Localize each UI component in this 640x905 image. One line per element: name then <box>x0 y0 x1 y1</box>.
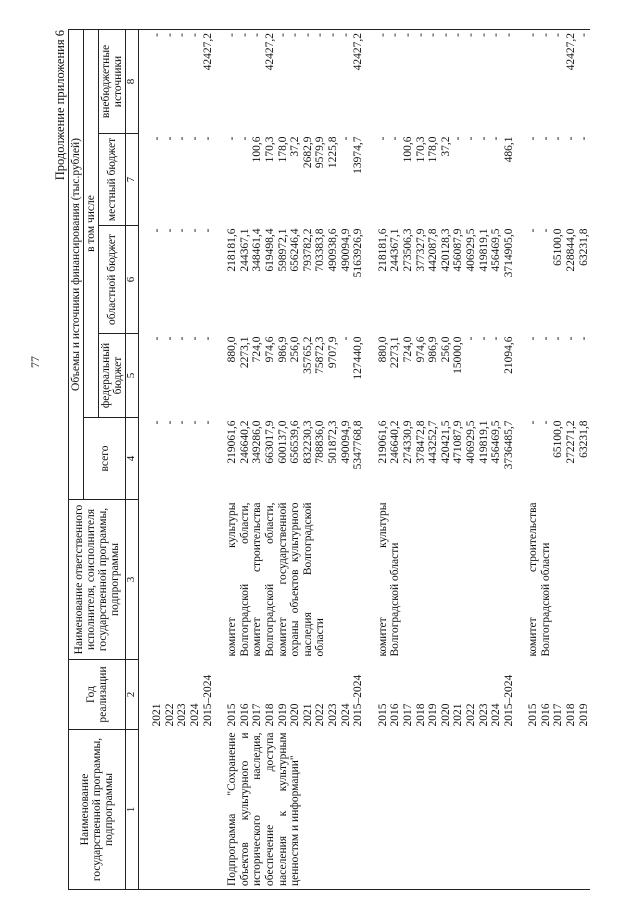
table-row <box>151 29 214 889</box>
value-cell: 600137,0 <box>276 420 289 464</box>
value-cell: - <box>151 32 164 37</box>
value-cell: - <box>176 336 189 341</box>
value-cell: - <box>176 228 189 233</box>
value-cell: 974,6 <box>264 336 276 363</box>
value-cell: 880,0 <box>376 336 389 363</box>
column-number: 1 <box>126 730 139 890</box>
value-cell: - <box>226 32 239 37</box>
year-cell: 2016 <box>539 703 552 727</box>
value-cell: - <box>326 32 339 37</box>
value-cell: - <box>464 136 477 141</box>
value-cell: - <box>439 32 452 37</box>
value-cell: - <box>427 32 440 37</box>
value-cell: 100,6 <box>251 136 264 163</box>
value-cell: - <box>176 32 189 37</box>
value-cell: 218181,6 <box>226 228 239 272</box>
year-cell: 2018 <box>414 703 427 727</box>
value-cell: - <box>452 136 465 141</box>
value-cell: 63231,8 <box>577 420 590 458</box>
year-cell: 2021 <box>452 703 465 727</box>
year-cell: 2015 <box>226 703 239 727</box>
extrabudget-values <box>527 29 590 133</box>
header-year: Год реализации <box>69 660 126 730</box>
local-values <box>226 134 365 226</box>
value-cell: 15000,0 <box>452 336 465 374</box>
value-cell: 35765,2 <box>301 336 314 374</box>
value-cell: - <box>577 136 590 141</box>
value-cell: - <box>151 336 164 341</box>
header-program: Наименование государственной программы, подпрограммы <box>69 730 126 890</box>
regional-values <box>377 226 516 334</box>
value-cell: 788836,0 <box>314 420 327 464</box>
value-cell: - <box>339 336 352 341</box>
value-cell: 490938,6 <box>326 228 339 272</box>
regional-values <box>226 226 365 334</box>
value-cell: 63231,8 <box>577 228 590 266</box>
value-cell: 724,0 <box>251 336 264 363</box>
value-cell: 1225,8 <box>326 136 339 169</box>
value-cell: 256,0 <box>289 336 302 363</box>
value-cell: 656539,6 <box>289 420 302 464</box>
header-extrabudget: внебюджетные источники <box>99 29 126 133</box>
year-cell: 2024 <box>490 703 503 727</box>
value-cell: 256,0 <box>439 336 452 363</box>
value-cell: 471087,9 <box>452 420 465 464</box>
value-cell: - <box>414 32 427 37</box>
value-cell: 419819,1 <box>477 228 490 272</box>
value-cell: - <box>539 228 552 233</box>
value-cell: - <box>163 136 176 141</box>
value-cell: 986,9 <box>276 336 289 363</box>
value-cell: - <box>477 32 490 37</box>
year-cell: 2015–2024 <box>502 674 515 727</box>
value-cell: - <box>490 32 503 37</box>
value-cell: 42427,2 <box>201 32 214 71</box>
value-cell: 793782,2 <box>301 228 314 272</box>
value-cell: - <box>238 136 251 141</box>
value-cell: - <box>176 420 189 425</box>
value-cell: - <box>251 32 264 37</box>
value-cell: 219061,6 <box>226 420 239 464</box>
value-cell: - <box>201 228 214 233</box>
column-number: 2 <box>126 660 139 730</box>
value-cell: - <box>189 32 202 37</box>
value-cell: 349286,0 <box>251 420 264 464</box>
value-cell: 419819,1 <box>477 420 490 464</box>
year-cell: 2015 <box>527 703 540 727</box>
local-values <box>377 134 516 226</box>
header-executor: Наименование ответственного исполнителя, соисполнителя государственной программы, подпрограммы <box>69 500 126 660</box>
value-cell: - <box>539 336 552 341</box>
value-cell: - <box>189 136 202 141</box>
value-cell: - <box>565 336 578 341</box>
value-cell: - <box>577 336 590 341</box>
year-list <box>527 660 590 730</box>
value-cell: - <box>552 32 565 37</box>
year-list <box>377 660 516 730</box>
year-cell: 2023 <box>326 703 339 727</box>
value-cell: 37,2 <box>439 136 452 157</box>
value-cell: 442087,8 <box>427 228 440 272</box>
value-cell: - <box>401 32 414 37</box>
value-cell: - <box>464 32 477 37</box>
page-number: 77 <box>28 356 42 368</box>
column-number: 5 <box>126 334 139 418</box>
value-cell: - <box>339 32 352 37</box>
year-list <box>151 660 214 730</box>
value-cell: 42427,2 <box>565 32 578 71</box>
header-total: всего <box>84 418 126 500</box>
value-cell: 486,1 <box>502 136 515 163</box>
value-cell: - <box>490 336 503 341</box>
total-values <box>151 418 214 500</box>
total-values <box>377 418 516 500</box>
value-cell: 65100,0 <box>552 420 565 458</box>
table-row <box>527 29 590 889</box>
value-cell: 65100,0 <box>552 228 565 266</box>
value-cell: - <box>539 136 552 141</box>
value-cell: 218181,6 <box>376 228 389 272</box>
value-cell: 832230,3 <box>301 420 314 464</box>
local-values <box>527 134 590 226</box>
value-cell: - <box>189 228 202 233</box>
extrabudget-values <box>151 29 214 133</box>
value-cell: 170,3 <box>264 136 276 163</box>
value-cell: - <box>189 420 202 425</box>
value-cell: - <box>464 336 477 341</box>
extrabudget-values <box>226 29 365 133</box>
table-row <box>377 29 516 889</box>
column-number: 7 <box>126 134 139 226</box>
extrabudget-values <box>377 29 516 133</box>
appendix-caption: Продолжение приложения 6 <box>53 30 67 181</box>
local-values <box>151 134 214 226</box>
subprogram-name: Подпрограмма "Сохранение объектов культурного и исторического наследия, обеспечение доступа населения к культурным ценностям и информации" <box>226 730 365 890</box>
value-cell: - <box>151 228 164 233</box>
value-cell: - <box>314 32 327 37</box>
value-cell: - <box>527 420 540 425</box>
column-number: 8 <box>126 29 139 133</box>
value-cell: 619498,4 <box>264 228 276 272</box>
value-cell: 420128,3 <box>439 228 452 272</box>
value-cell: - <box>301 32 314 37</box>
value-cell: - <box>477 336 490 341</box>
value-cell: - <box>502 32 515 37</box>
value-cell: - <box>577 32 590 37</box>
value-cell: 246640,2 <box>389 420 402 464</box>
value-cell: - <box>201 336 214 341</box>
column-number: 3 <box>126 500 139 660</box>
value-cell: 219061,6 <box>376 420 389 464</box>
value-cell: 420421,5 <box>439 420 452 464</box>
value-cell: 244367,1 <box>389 228 402 272</box>
value-cell: 598972,1 <box>276 228 289 272</box>
value-cell: 456469,5 <box>490 228 503 272</box>
value-cell: 246640,2 <box>238 420 251 464</box>
value-cell: - <box>539 420 552 425</box>
value-cell: - <box>163 228 176 233</box>
value-cell: 228844,0 <box>565 228 578 272</box>
value-cell: 378472,8 <box>414 420 427 464</box>
value-cell: 2682,9 <box>301 136 314 169</box>
value-cell: 75872,3 <box>314 336 327 374</box>
value-cell: 490094,9 <box>339 420 352 464</box>
value-cell: 501872,3 <box>326 420 339 464</box>
value-cell: 100,6 <box>401 136 414 163</box>
value-cell: 273506,3 <box>401 228 414 272</box>
value-cell: - <box>226 136 239 141</box>
year-cell: 2017 <box>251 703 264 727</box>
value-cell: - <box>376 136 389 141</box>
value-cell: 456469,5 <box>490 420 503 464</box>
year-cell: 2023 <box>176 703 189 727</box>
value-cell: 703383,8 <box>314 228 327 272</box>
year-cell: 2015–2024 <box>201 674 214 727</box>
year-list <box>226 660 365 730</box>
federal-values <box>151 334 214 418</box>
value-cell: - <box>527 32 540 37</box>
value-cell: - <box>276 32 289 37</box>
value-cell: - <box>565 136 578 141</box>
year-cell: 2017 <box>552 703 565 727</box>
year-cell: 2024 <box>339 703 352 727</box>
value-cell: 490094,9 <box>339 228 352 272</box>
value-cell: - <box>490 136 503 141</box>
value-cell: 406929,5 <box>464 420 477 464</box>
value-cell: 9707,9 <box>326 336 339 369</box>
year-cell: 2021 <box>301 703 314 727</box>
value-cell: - <box>163 420 176 425</box>
value-cell: - <box>201 136 214 141</box>
executor-name: комитет культуры Волгоградской области, комитет строительства Волгоградской области, комитет государственной охраны объектов культурного наследия Волгоградской области <box>226 502 327 657</box>
value-cell: 178,0 <box>427 136 440 163</box>
value-cell: 348461,4 <box>251 228 264 272</box>
value-cell: 656246,4 <box>289 228 302 272</box>
year-cell: 2019 <box>577 703 590 727</box>
year-cell: 2022 <box>464 703 477 727</box>
value-cell: - <box>163 32 176 37</box>
value-cell: - <box>201 420 214 425</box>
value-cell: - <box>339 136 352 141</box>
year-cell: 2019 <box>276 703 289 727</box>
value-cell: - <box>527 228 540 233</box>
value-cell: 5347768,8 <box>352 420 365 470</box>
value-cell: - <box>552 136 565 141</box>
value-cell: - <box>477 136 490 141</box>
value-cell: 13974,7 <box>352 136 365 174</box>
year-cell: 2022 <box>314 703 327 727</box>
year-cell: 2018 <box>264 703 276 727</box>
value-cell: - <box>552 336 565 341</box>
executor-name: комитет строительства Волгоградской области <box>527 502 552 657</box>
value-cell: 5163926,9 <box>352 228 365 278</box>
regional-values <box>151 226 214 334</box>
value-cell: 974,6 <box>414 336 427 363</box>
value-cell: 9579,9 <box>314 136 327 169</box>
value-cell: - <box>151 136 164 141</box>
value-cell: 2273,1 <box>238 336 251 369</box>
year-cell: 2018 <box>565 703 578 727</box>
year-cell: 2017 <box>401 703 414 727</box>
year-cell: 2020 <box>289 703 302 727</box>
value-cell: 2273,1 <box>389 336 402 369</box>
year-cell: 2015–2024 <box>352 674 365 727</box>
year-cell: 2024 <box>189 703 202 727</box>
rotated-page <box>52 30 612 890</box>
value-cell: 272271,2 <box>565 420 578 464</box>
federal-values <box>527 334 590 418</box>
column-number: 4 <box>126 418 139 500</box>
header-regional: областной бюджет <box>99 226 126 334</box>
value-cell: 170,3 <box>414 136 427 163</box>
value-cell: 274330,9 <box>401 420 414 464</box>
executor-name: комитет культуры Волгоградской области <box>376 502 402 657</box>
value-cell: 663017,9 <box>264 420 276 464</box>
year-cell: 2020 <box>439 703 452 727</box>
value-cell: 42427,2 <box>264 32 276 71</box>
value-cell: - <box>389 32 402 37</box>
value-cell: 244367,1 <box>238 228 251 272</box>
value-cell: - <box>539 32 552 37</box>
value-cell: - <box>376 32 389 37</box>
year-cell: 2016 <box>238 703 251 727</box>
total-values <box>226 418 365 500</box>
value-cell: 724,0 <box>401 336 414 363</box>
value-cell: 42427,2 <box>352 32 365 71</box>
regional-values <box>527 226 590 334</box>
federal-values <box>377 334 516 418</box>
header-including: в том числе <box>84 29 99 417</box>
value-cell: - <box>389 136 402 141</box>
value-cell: - <box>527 136 540 141</box>
value-cell: - <box>527 336 540 341</box>
value-cell: 986,9 <box>427 336 440 363</box>
header-local: местный бюджет <box>99 134 126 226</box>
year-cell: 2015 <box>376 703 389 727</box>
value-cell: - <box>189 336 202 341</box>
value-cell: 37,2 <box>289 136 302 157</box>
value-cell: - <box>289 32 302 37</box>
financing-table <box>68 29 590 890</box>
value-cell: - <box>452 32 465 37</box>
value-cell: 3714905,0 <box>502 228 515 278</box>
year-cell: 2022 <box>163 703 176 727</box>
table-row <box>226 29 365 889</box>
total-values <box>527 418 590 500</box>
value-cell: - <box>151 420 164 425</box>
header-federal: федеральный бюджет <box>99 334 126 418</box>
year-cell: 2019 <box>427 703 440 727</box>
column-number: 6 <box>126 226 139 334</box>
federal-values <box>226 334 365 418</box>
year-cell: 2021 <box>151 703 164 727</box>
header-financing: Объемы и источники финансирования (тыс.рублей) <box>69 29 84 499</box>
value-cell: 377327,9 <box>414 228 427 272</box>
value-cell: 21094,6 <box>502 336 515 374</box>
value-cell: 178,0 <box>276 136 289 163</box>
value-cell: 127440,0 <box>352 336 365 380</box>
value-cell: 456087,9 <box>452 228 465 272</box>
value-cell: - <box>163 336 176 341</box>
value-cell: 406929,5 <box>464 228 477 272</box>
value-cell: 3736485,7 <box>502 420 515 470</box>
value-cell: 880,0 <box>226 336 239 363</box>
value-cell: - <box>176 136 189 141</box>
value-cell: 443252,7 <box>427 420 440 464</box>
year-cell: 2016 <box>389 703 402 727</box>
year-cell: 2023 <box>477 703 490 727</box>
value-cell: - <box>238 32 251 37</box>
